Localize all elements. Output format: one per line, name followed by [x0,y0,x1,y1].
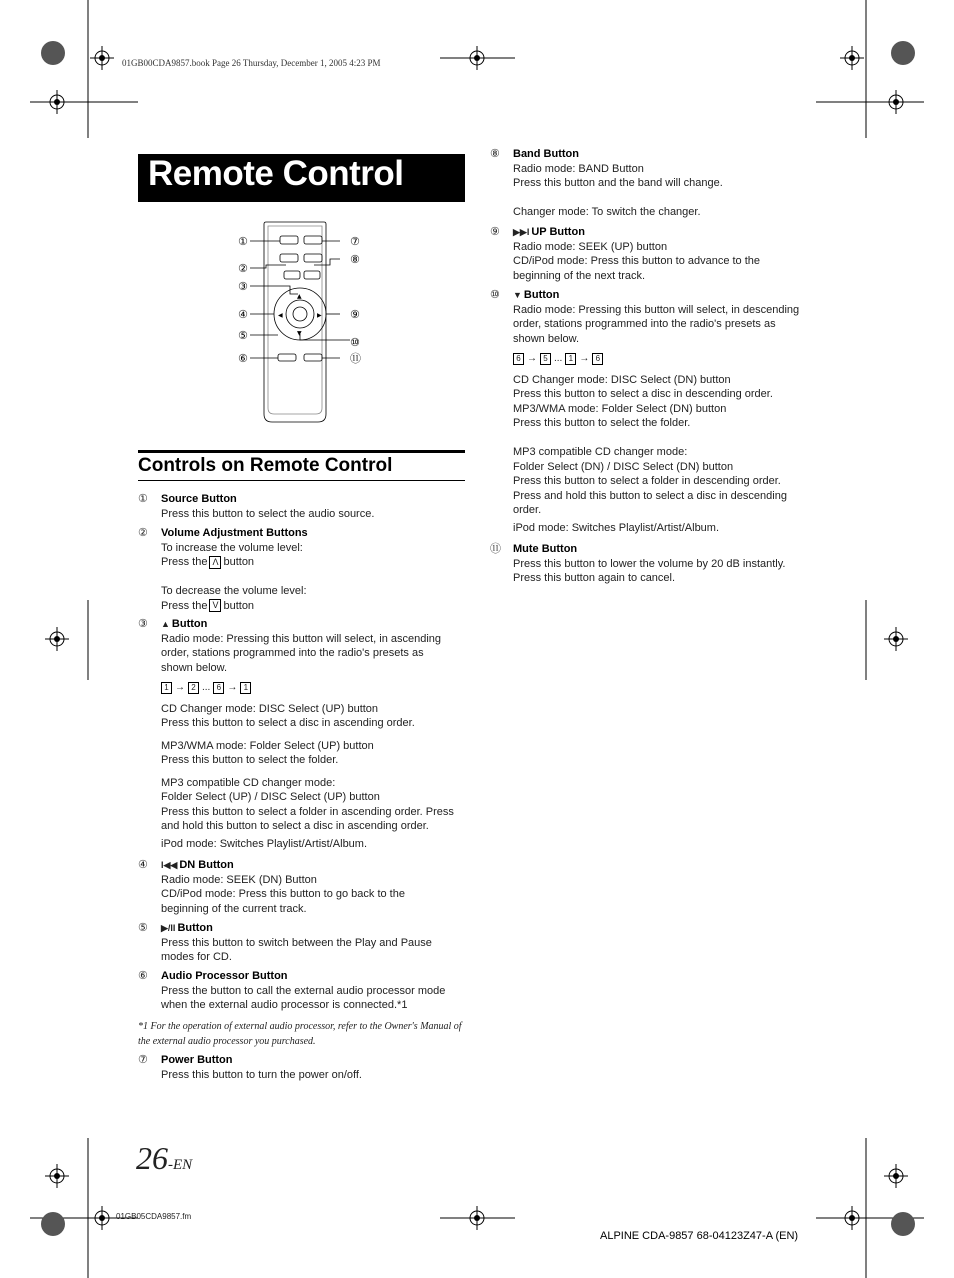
page-title-banner [138,154,465,202]
callout-4: ④ [238,308,248,321]
svg-text:▲: ▲ [297,293,302,300]
section-rule [138,480,465,481]
svg-text:◀: ◀ [278,312,283,319]
skip-forward-icon: ▶▶I [513,227,530,237]
callout-3: ③ [238,280,248,293]
page-title: Remote Control [148,154,404,193]
volume-down-icon: V [209,599,221,612]
callout-6: ⑥ [238,352,248,365]
callout-8: ⑧ [350,253,360,266]
footnote: *1 For the operation of external audio processor, refer to the Owner's Manual of the external audio processor you purchased. [138,1021,462,1047]
callout-5: ⑤ [238,329,248,342]
callout-7: ⑦ [350,235,360,248]
skip-back-icon: I◀◀ [161,860,178,870]
section-rule [138,450,465,453]
remote-control-illustration [230,218,370,428]
callout-1: ① [238,235,248,248]
play-pause-icon: ▶/II [161,923,176,933]
callout-2: ② [238,262,248,275]
footer-filename: 01GB05CDA9857.fm [116,1212,192,1221]
footer-model: ALPINE CDA-9857 68-04123Z47-A (EN) [600,1230,799,1242]
volume-up-icon: Λ [209,556,221,569]
callout-10: ⑩ [350,336,360,349]
book-header-meta: 01GB00CDA9857.book Page 26 Thursday, December 1, 2005 4:23 PM [122,58,381,68]
section-title: Controls on Remote Control [138,455,393,476]
page-number: 26-EN [136,1140,193,1176]
preset-sequence: 1 → 2 ... 6 → 1 [161,681,461,696]
callout-11: ⑪ [350,352,361,365]
up-triangle-icon: ▲ [161,619,170,629]
svg-text:▶: ▶ [317,312,322,319]
preset-sequence: 6 → 5 ... 1 → 6 [513,352,813,367]
down-triangle-icon: ▼ [513,290,522,300]
svg-text:▼: ▼ [297,330,302,337]
callout-9: ⑨ [350,308,360,321]
